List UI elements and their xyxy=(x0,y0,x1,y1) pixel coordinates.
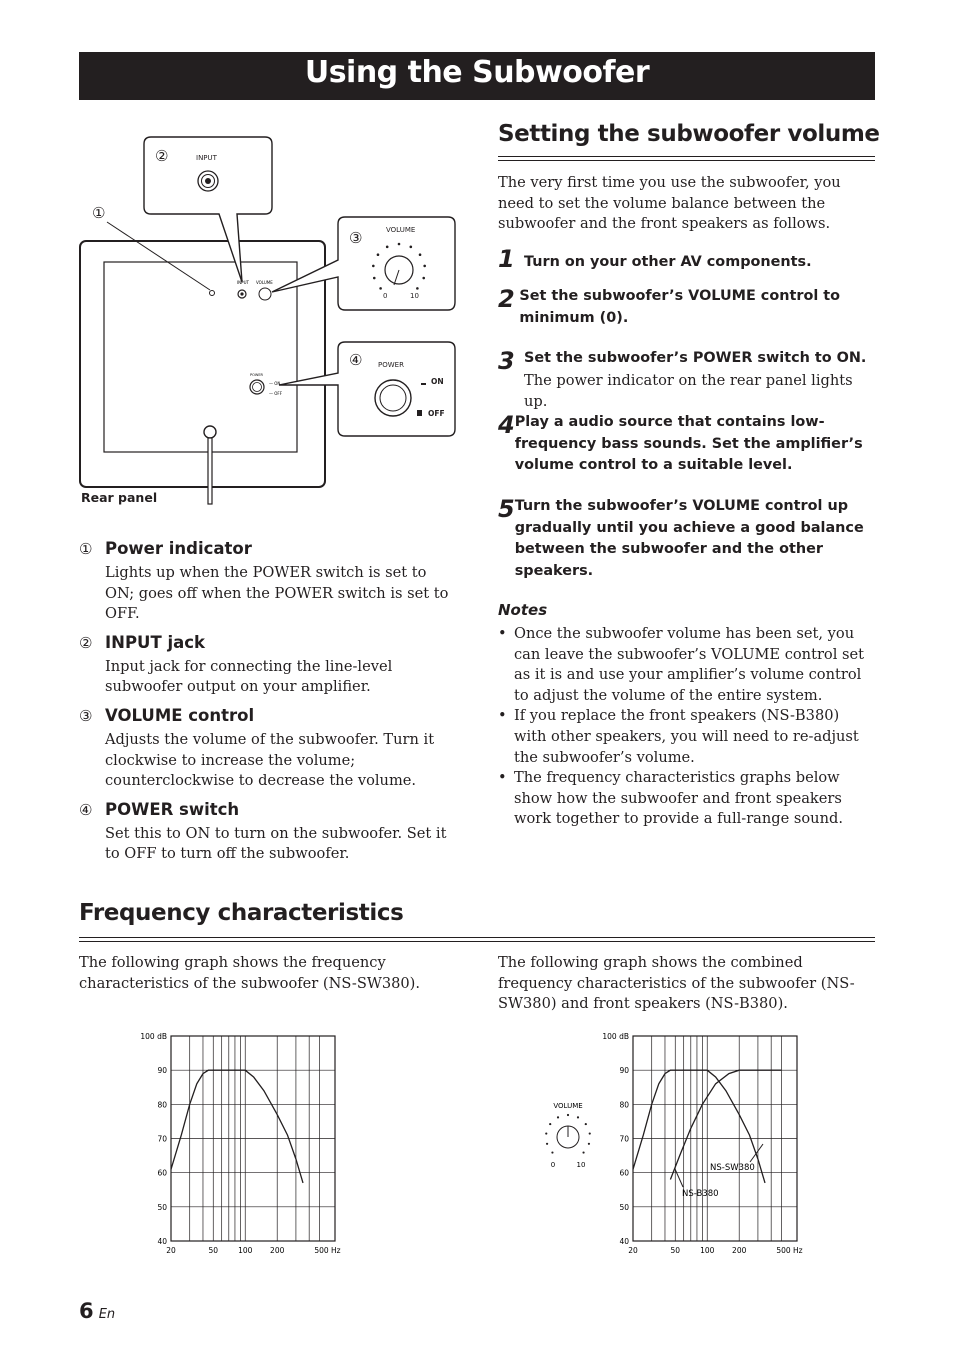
step-text: Turn on your other AV components. xyxy=(524,254,812,270)
dial-max-label: 10 xyxy=(576,1161,586,1169)
dial-min-label: 0 xyxy=(550,1161,556,1169)
dial-tick xyxy=(379,287,382,290)
y-tick-label: 90 xyxy=(157,1066,167,1076)
dial-tick xyxy=(546,1143,548,1145)
freq-right-text: The following graph shows the combined frequency characteristics of the subwoofer (NS-SW380) and front speakers (NS-B380). xyxy=(498,954,855,1013)
label-arrow xyxy=(750,1144,763,1162)
y-tick-label: 50 xyxy=(619,1202,629,1212)
dial-tick xyxy=(416,287,419,290)
item-num: ④ xyxy=(79,800,93,819)
steps-list xyxy=(498,245,876,595)
dial-tick xyxy=(588,1143,590,1145)
freq-heading: Frequency characteristics xyxy=(79,900,404,926)
panel-inner xyxy=(104,262,297,452)
dial-tick xyxy=(545,1132,547,1134)
power-callout xyxy=(279,342,455,436)
dial-tick xyxy=(589,1132,591,1134)
off-label: OFF xyxy=(428,409,445,418)
item-desc: Adjusts the volume of the subwoofer. Turn it clockwise to increase the volume; counterclockwise to decrease the volume. xyxy=(105,730,435,790)
step-text: Play a audio source that contains low-frequency bass sounds. Set the amplifier’s volume control to a suitable level. xyxy=(514,414,863,473)
step-1 xyxy=(498,245,876,285)
x-tick-label: 100 xyxy=(238,1246,253,1255)
x-tick-label: 20 xyxy=(628,1246,638,1255)
x-tick-label: 500 Hz xyxy=(776,1246,803,1255)
item-list xyxy=(79,539,459,865)
step-text: Set the subwoofer’s VOLUME control to minimum (0). xyxy=(519,288,841,326)
notes-list xyxy=(498,624,876,830)
bullet-icon: • xyxy=(498,707,507,725)
volume-label: VOLUME xyxy=(386,226,416,234)
note-item xyxy=(498,768,876,830)
dial-tick xyxy=(372,265,375,268)
on-label: ON xyxy=(431,377,444,386)
svg-text:— OFF: — OFF xyxy=(269,391,283,396)
diagram-caption: Rear panel xyxy=(81,490,158,505)
step-3-sub: The power indicator on the rear panel lights up. xyxy=(524,372,853,410)
step-number: 5 xyxy=(498,495,515,523)
step-number: 4 xyxy=(498,411,515,439)
page-number: 6 xyxy=(79,1299,94,1323)
series-label-ns-sw380: NS-SW380 xyxy=(710,1163,755,1173)
item-desc: Set this to ON to turn on the subwoofer. Set it to OFF to turn off the subwoofer. xyxy=(105,824,447,863)
note-text: The frequency characteristics graphs below show how the subwoofer and front speakers work together to provide a full-range sound. xyxy=(514,769,843,828)
x-tick-label: 50 xyxy=(208,1246,219,1255)
callout-1: ① xyxy=(92,204,106,222)
dial-tick xyxy=(373,277,376,280)
step-text: Turn the subwoofer’s VOLUME control up gradually until you achieve a good balance between the subwoofer and the other speakers. xyxy=(514,498,864,579)
power-label: POWER xyxy=(378,361,404,369)
x-tick-label: 500 Hz xyxy=(314,1246,341,1255)
item-title: Power indicator xyxy=(105,539,252,558)
item-desc: Lights up when the POWER switch is set to ON; goes off when the POWER switch is set to OFF. xyxy=(105,564,449,623)
item-title: POWER switch xyxy=(105,799,240,819)
dial-tick xyxy=(422,277,425,280)
svg-text:— ON: — ON xyxy=(269,381,281,386)
y-tick-label: 90 xyxy=(619,1066,629,1076)
bullet-icon: • xyxy=(498,625,507,642)
callout-3: ③ xyxy=(349,229,363,247)
x-tick-label: 200 xyxy=(270,1246,285,1255)
dial-tick xyxy=(386,246,389,249)
step-number: 2 xyxy=(498,285,515,313)
svg-text:POWER: POWER xyxy=(250,373,263,377)
y-tick-label: 100 dB xyxy=(140,1032,167,1041)
step-number: 3 xyxy=(498,347,515,375)
item-head-4 xyxy=(79,800,459,824)
panel-outline xyxy=(80,241,325,487)
item-title: INPUT jack xyxy=(105,632,205,652)
chart-combined xyxy=(535,1026,835,1262)
rear-panel-diagram xyxy=(79,135,459,510)
dial-tick xyxy=(423,265,426,268)
volume-heading: Setting the subwoofer volume xyxy=(498,121,880,147)
dial-tick xyxy=(557,1116,559,1118)
item-num: ② xyxy=(79,633,93,652)
step-3 xyxy=(498,347,876,375)
callout-2: ② xyxy=(155,147,169,165)
item-num: ③ xyxy=(79,706,93,725)
y-tick-label: 100 dB xyxy=(602,1032,629,1041)
item-num: ① xyxy=(79,540,93,558)
power-indicator-small xyxy=(210,291,215,296)
chart-subwoofer xyxy=(120,1026,370,1262)
step-4 xyxy=(498,411,876,495)
series-label-ns-b380: NS-B380 xyxy=(682,1189,719,1199)
y-tick-label: 70 xyxy=(157,1134,167,1144)
y-tick-label: 60 xyxy=(157,1168,167,1178)
input-label: INPUT xyxy=(196,154,217,162)
cable xyxy=(208,438,212,504)
page-title: Using the Subwoofer xyxy=(304,55,650,90)
page-number-area xyxy=(79,1299,115,1323)
dial-tick xyxy=(410,246,413,249)
item-head-1 xyxy=(79,539,459,563)
dial-tick xyxy=(419,253,422,256)
callout-4: ④ xyxy=(349,351,363,369)
note-text: If you replace the front speakers (NS-B380) with other speakers, you will need to re-adjust the subwoofer’s volume. xyxy=(514,707,859,766)
volume-intro: The very first time you use the subwoofer, you need to set the volume balance between the subwoofer and the front speakers as follows. xyxy=(498,174,841,233)
volume-knob-small xyxy=(259,288,271,300)
svg-text:VOLUME: VOLUME xyxy=(256,280,273,285)
freq-heading-rule xyxy=(79,937,875,942)
dial-tick xyxy=(377,253,380,256)
item-head-3 xyxy=(79,706,459,730)
x-tick-label: 50 xyxy=(670,1246,681,1255)
volume-dial-label: VOLUME xyxy=(553,1102,583,1110)
dial-tick xyxy=(567,1114,569,1116)
dial-tick xyxy=(582,1151,584,1153)
notes-heading: Notes xyxy=(498,601,548,619)
note-item xyxy=(498,624,876,706)
volume-callout xyxy=(272,217,455,310)
dial-max-label: 10 xyxy=(410,292,419,300)
y-tick-label: 70 xyxy=(619,1134,629,1144)
volume-heading-rule xyxy=(498,156,875,161)
dial-min-label: 0 xyxy=(383,292,388,300)
svg-text:INPUT: INPUT xyxy=(237,280,249,285)
step-number: 1 xyxy=(498,245,515,273)
page-lang: En xyxy=(98,1307,116,1322)
title-bar xyxy=(79,52,875,100)
y-tick-label: 80 xyxy=(619,1100,629,1110)
y-tick-label: 40 xyxy=(619,1237,629,1246)
note-text: Once the subwoofer volume has been set, you can leave the subwoofer’s VOLUME control set as it is and use your amplifier’s volume control to adjust the volume of the entire system. xyxy=(514,625,865,704)
bullet-icon: • xyxy=(498,769,507,787)
dial-tick xyxy=(398,243,401,246)
item-head-2 xyxy=(79,633,459,657)
series-line xyxy=(171,1070,303,1183)
x-tick-label: 200 xyxy=(732,1246,747,1255)
dial-tick xyxy=(585,1123,587,1125)
x-tick-label: 20 xyxy=(166,1246,176,1255)
dial-tick xyxy=(549,1123,551,1125)
dial-tick xyxy=(577,1116,579,1118)
step-text: Set the subwoofer’s POWER switch to ON. xyxy=(524,350,867,366)
step-2 xyxy=(498,285,876,347)
y-tick-label: 40 xyxy=(157,1237,167,1246)
y-tick-label: 60 xyxy=(619,1168,629,1178)
y-tick-label: 50 xyxy=(157,1202,167,1212)
x-tick-label: 100 xyxy=(700,1246,715,1255)
item-desc: Input jack for connecting the line-level subwoofer output on your amplifier. xyxy=(105,657,393,696)
label-arrow xyxy=(675,1169,683,1187)
step-5 xyxy=(498,495,876,595)
y-tick-label: 80 xyxy=(157,1100,167,1110)
note-item xyxy=(498,706,876,768)
dial-tick xyxy=(551,1151,553,1153)
freq-left-text: The following graph shows the frequency characteristics of the subwoofer (NS-SW380). xyxy=(79,954,421,992)
item-title: VOLUME control xyxy=(105,705,255,725)
